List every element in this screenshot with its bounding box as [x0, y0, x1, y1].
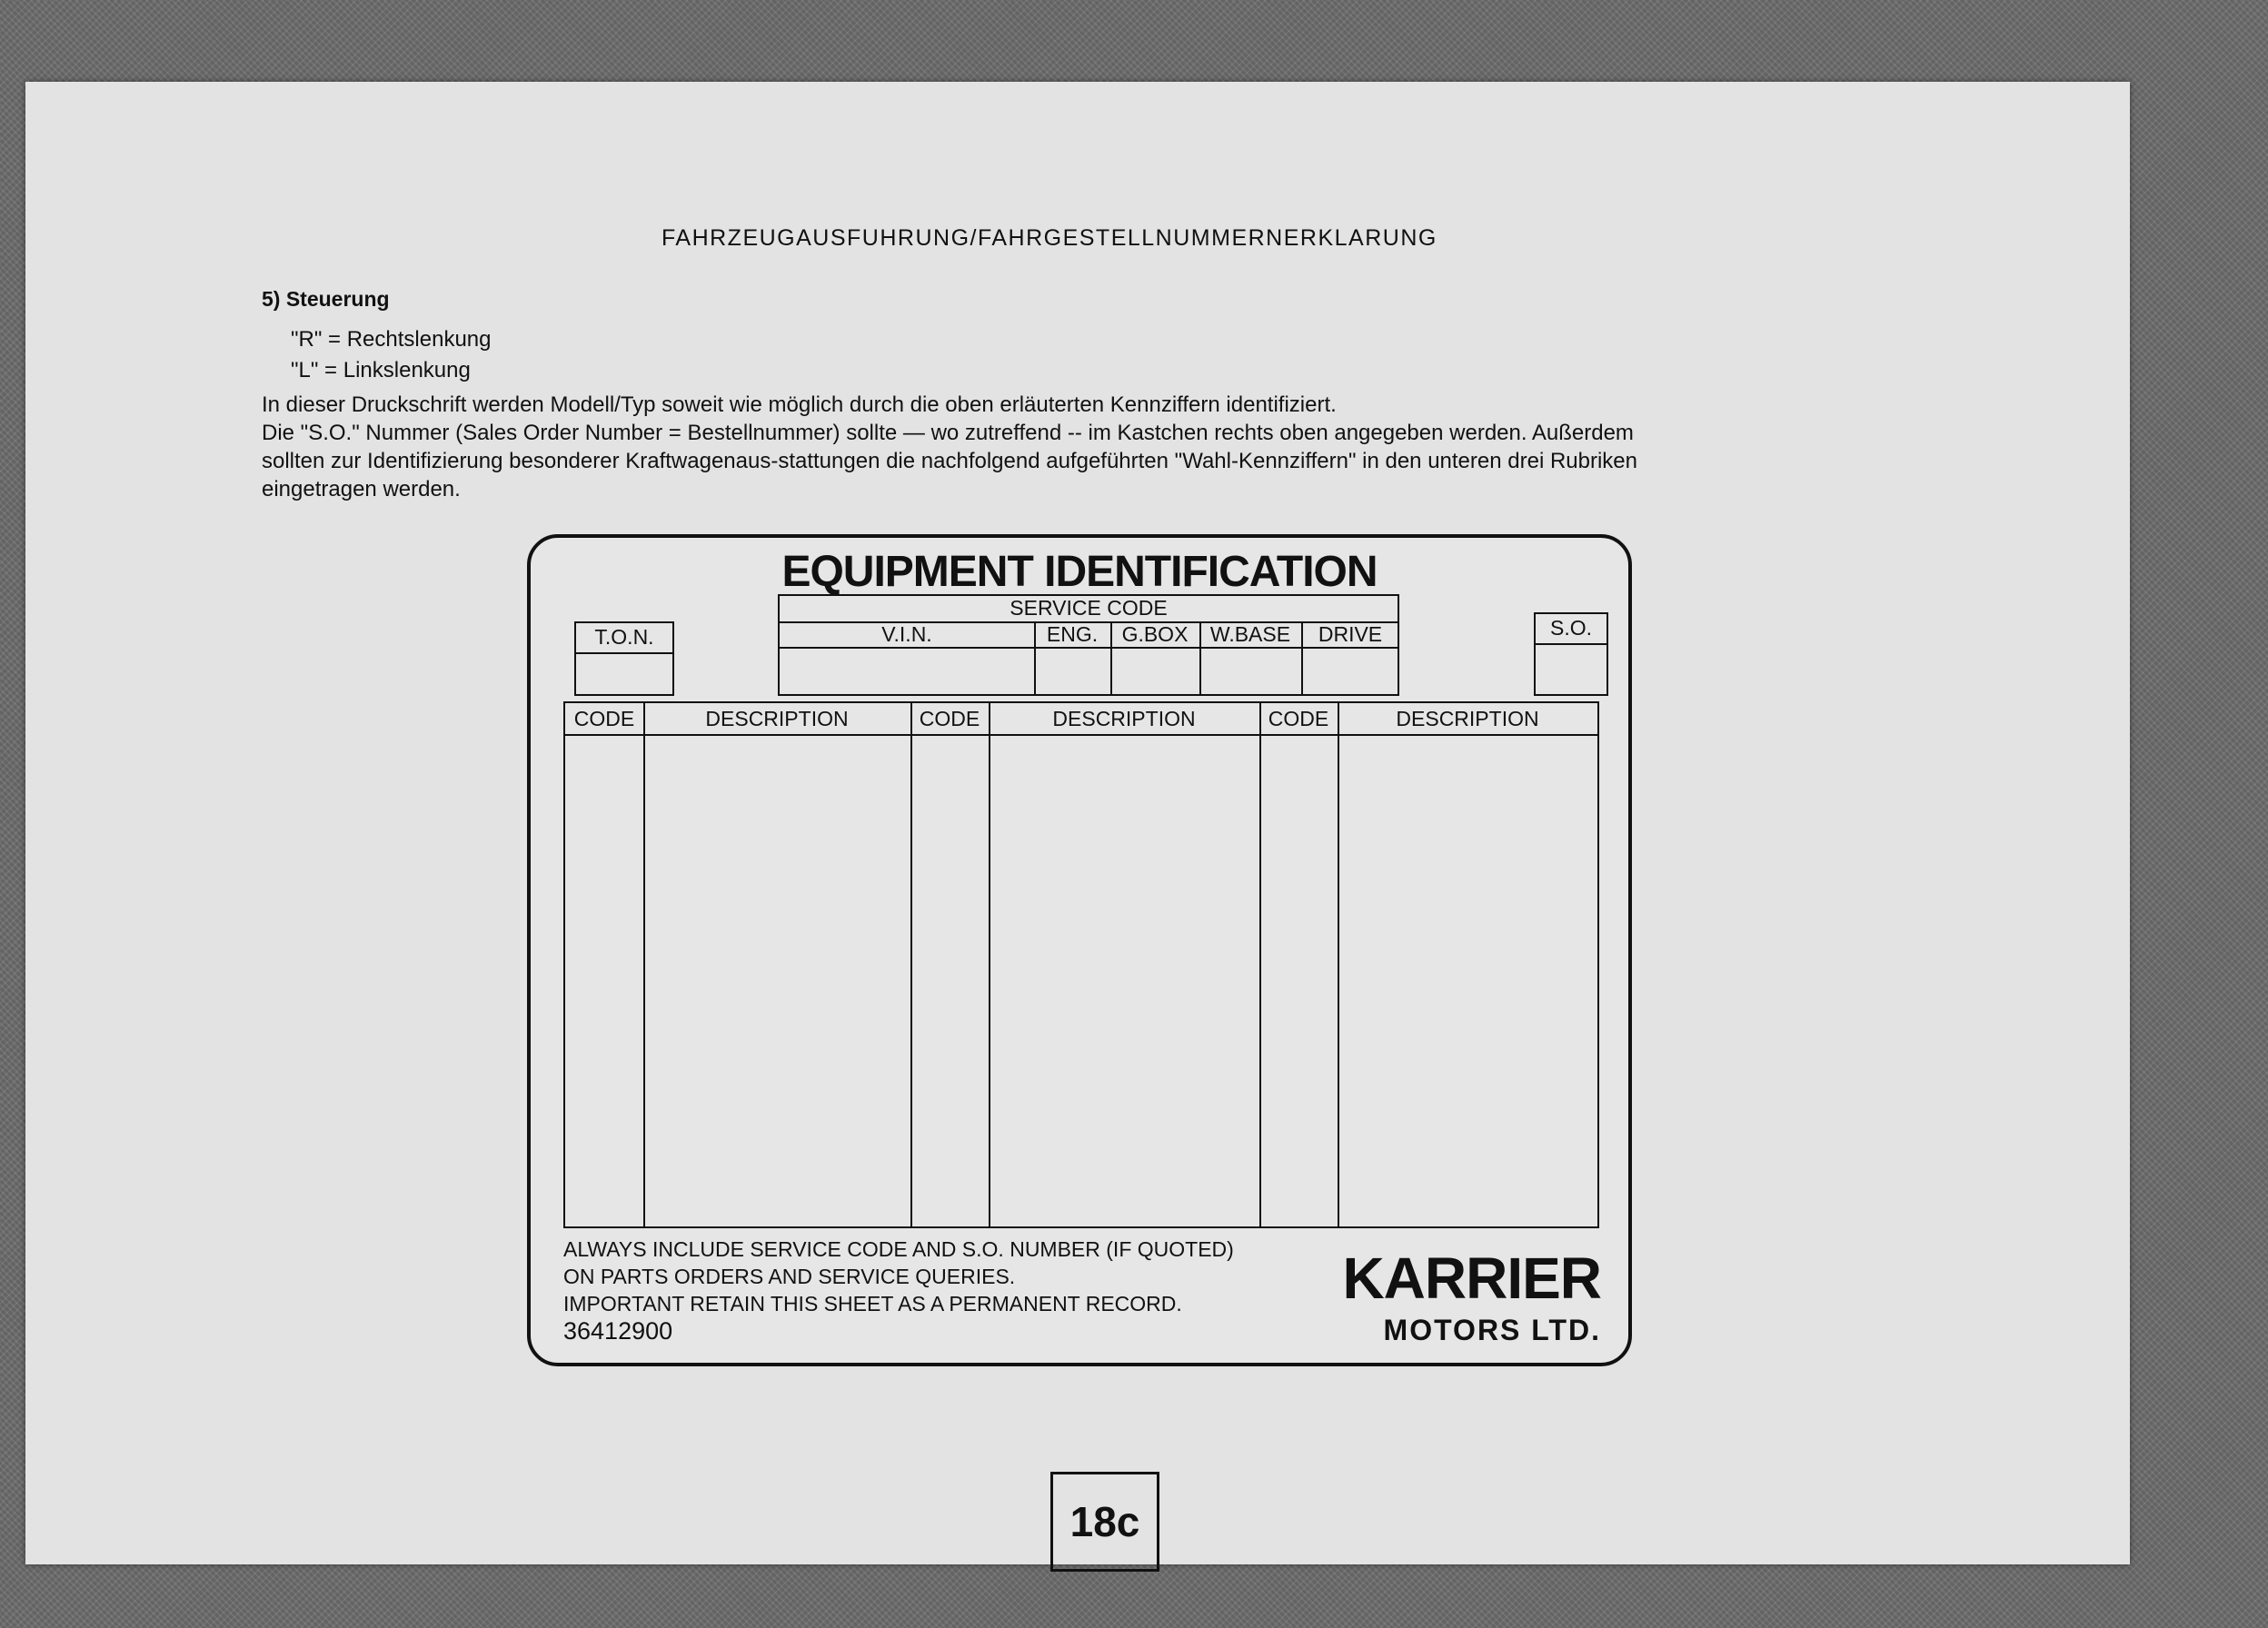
column-divider — [643, 703, 645, 1226]
table-header-divider — [565, 734, 1597, 736]
drive-field[interactable] — [1301, 647, 1399, 696]
drive-label: DRIVE — [1318, 622, 1383, 646]
equipment-identification-card — [527, 534, 1632, 1366]
gbox-label: G.BOX — [1121, 622, 1189, 646]
column-divider — [989, 703, 990, 1226]
document-page — [25, 82, 2130, 1564]
column-divider — [910, 703, 912, 1226]
gbox-field[interactable] — [1110, 647, 1199, 696]
service-code-box — [778, 594, 1399, 696]
brand-name: KARRIER — [1342, 1246, 1601, 1311]
steering-item-r: "R" = Rechtslenkung — [291, 327, 492, 352]
page-number: 18c — [1050, 1472, 1159, 1572]
ton-label-box — [574, 621, 674, 654]
so-value-field[interactable] — [1534, 643, 1608, 696]
equipment-code-table — [563, 701, 1599, 1228]
wbase-field[interactable] — [1199, 647, 1301, 696]
service-code-label: SERVICE CODE — [1010, 596, 1168, 620]
ton-value-field[interactable] — [574, 652, 674, 696]
eng-field[interactable] — [1034, 647, 1110, 696]
column-header-code: CODE — [919, 707, 980, 730]
column-divider — [1338, 703, 1339, 1226]
card-notes — [563, 1236, 1234, 1345]
ton-label: T.O.N. — [594, 625, 654, 649]
form-number: 36412900 — [563, 1317, 673, 1345]
note-line: ALWAYS INCLUDE SERVICE CODE AND S.O. NUMBER (IF QUOTED) — [563, 1237, 1234, 1261]
paragraph-line: sollten zur Identifizierung besonderer Kraftwagenaus-stattungen die nachfolgend aufgeführten "Wahl-Kennziffern" in den unteren drei Rubriken — [262, 449, 1637, 473]
so-label-box — [1534, 612, 1608, 645]
column-header-description: DESCRIPTION — [1052, 707, 1196, 730]
note-line: ON PARTS ORDERS AND SERVICE QUERIES. — [563, 1265, 1016, 1288]
wbase-label: W.BASE — [1209, 622, 1291, 646]
column-header-description: DESCRIPTION — [1396, 707, 1539, 730]
column-header-description: DESCRIPTION — [705, 707, 849, 730]
so-label: S.O. — [1549, 616, 1592, 640]
paragraph-line: In dieser Druckschrift werden Modell/Typ soweit wie möglich durch die oben erläuterten Kennziffern identifiziert. — [262, 392, 1337, 417]
column-header-code: CODE — [1268, 707, 1329, 730]
paragraph-line: Die "S.O." Nummer (Sales Order Number = Bestellnummer) sollte — wo zutreffend -- im Kastchen rechts oben angegeben werden. Außerdem — [262, 421, 1634, 445]
paragraph-line: eingetragen werden. — [262, 477, 461, 501]
brand-logo — [1342, 1246, 1601, 1347]
page-heading: FAHRZEUGAUSFUHRUNG/FAHRGESTELLNUMMERNERKLARUNG — [662, 225, 1437, 251]
note-line: IMPORTANT RETAIN THIS SHEET AS A PERMANENT RECORD. — [563, 1292, 1182, 1315]
body-paragraph — [262, 391, 2006, 503]
vin-field[interactable] — [780, 647, 1034, 696]
steering-item-l: "L" = Linkslenkung — [291, 358, 471, 382]
section-title: 5) Steuerung — [262, 287, 390, 311]
eng-label: ENG. — [1046, 622, 1099, 646]
vin-label: V.I.N. — [881, 622, 932, 646]
column-header-code: CODE — [573, 707, 635, 730]
brand-subtitle: MOTORS LTD. — [1383, 1314, 1601, 1346]
column-divider — [1259, 703, 1261, 1226]
card-title: EQUIPMENT IDENTIFICATION — [781, 548, 1378, 596]
